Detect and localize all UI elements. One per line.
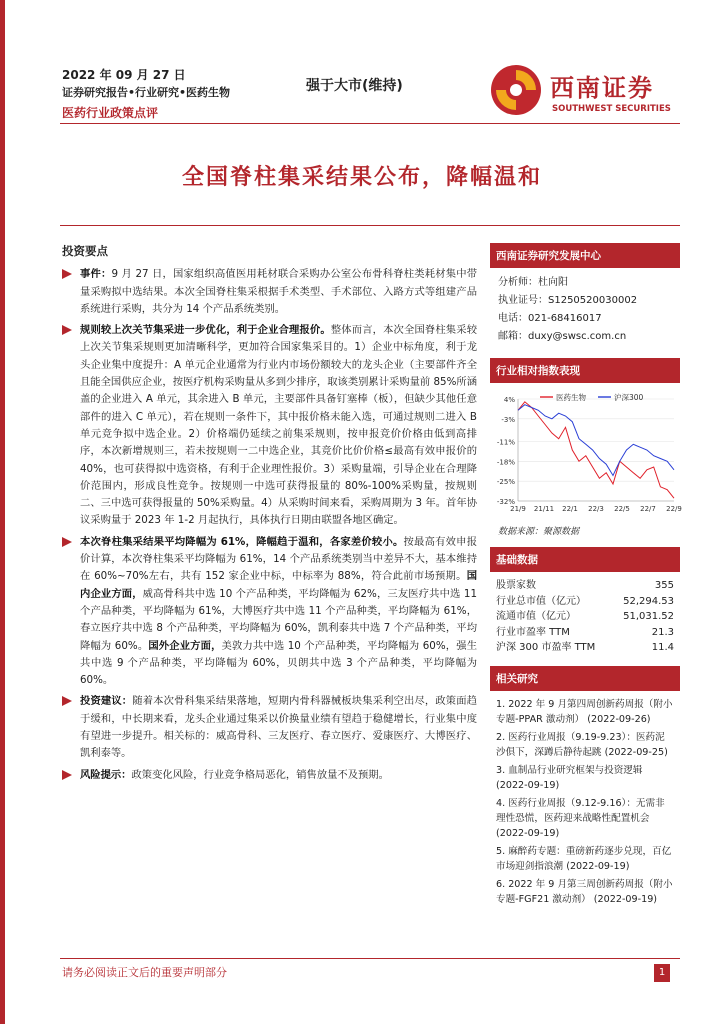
legend-label: 沪深300 xyxy=(614,393,644,402)
basic-data-value: 11.4 xyxy=(651,642,674,653)
footer-divider xyxy=(60,958,680,959)
x-tick-label: 21/9 xyxy=(510,505,526,513)
sidebar xyxy=(490,243,680,910)
report-subtype: 医药行业政策点评 xyxy=(62,106,159,120)
y-tick-label: -11% xyxy=(496,438,515,447)
header-divider xyxy=(60,123,680,124)
x-tick-label: 22/9 xyxy=(666,505,682,513)
rating: 强于大市(维持) xyxy=(306,78,403,94)
investment-highlights xyxy=(62,243,477,788)
bullet-icon xyxy=(62,325,72,335)
basic-data-value: 52,294.53 xyxy=(623,595,674,607)
bullet-icon xyxy=(62,269,72,279)
basic-data-value: 355 xyxy=(654,580,674,591)
paragraph-advice: 投资建议：随着本次骨科集采结果落地，短期内骨科器械板块集采利空出尽，政策面趋于缓和，中长期来看，龙头企业通过集采以价换量业绩有望趋于稳健增长，行业集中度有望进一步提升。相关标的：威高骨科、三友医疗、春立医疗、爱康医疗、大博医疗、凯利泰等。 xyxy=(62,693,477,762)
relative-index-chart xyxy=(490,389,680,519)
basic-data-row xyxy=(496,609,674,625)
y-tick-label: 4% xyxy=(503,396,515,404)
x-tick-label: 22/5 xyxy=(614,505,630,513)
basic-data-key: 行业市盈率 TTM xyxy=(496,626,570,638)
related-research-item[interactable]: 1. 2022 年 9 月第四周创新药周报（附小专题-PPAR 激动剂） (2022-09-26) xyxy=(496,698,673,725)
basic-data-header: 基础数据 xyxy=(490,547,680,572)
analyst: 分析师：杜向阳 xyxy=(498,277,568,288)
license: 执业证号：S1250520030002 xyxy=(498,295,638,306)
index-header: 行业相对指数表现 xyxy=(490,358,680,383)
related-research-list xyxy=(490,697,680,907)
research-center-header: 西南证券研究发展中心 xyxy=(490,243,680,268)
basic-data-row xyxy=(496,625,674,641)
series-line-hs300 xyxy=(518,405,674,476)
paragraph-risk: 风险提示：政策变化风险，行业竞争格局恶化，销售放量不及预期。 xyxy=(62,767,477,784)
email[interactable]: 邮箱：duxy@swsc.com.cn xyxy=(498,331,627,342)
series-line-pharma xyxy=(518,402,674,498)
basic-data-value: 51,031.52 xyxy=(623,611,674,622)
section-title: 投资要点 xyxy=(62,244,108,258)
related-research-item[interactable]: 6. 2022 年 9 月第三周创新药周报（附小专题-FGF21 激动剂） (2022-09-19) xyxy=(496,878,673,905)
related-research-item[interactable]: 2. 医药行业周报（9.19-9.23）：医药泥沙俱下，深蹲后静待起跳 (2022-09-25) xyxy=(496,731,668,758)
y-tick-label: -18% xyxy=(496,458,515,467)
left-accent-bar xyxy=(0,0,5,1024)
page-number: 1 xyxy=(654,964,670,982)
basic-data-key: 行业总市值（亿元） xyxy=(496,595,586,607)
related-research-item[interactable]: 3. 血制品行业研究框架与投资逻辑 (2022-09-19) xyxy=(496,764,643,791)
basic-data-key: 流通市值（亿元） xyxy=(496,611,576,622)
brand-logo-icon xyxy=(490,64,542,116)
x-tick-label: 22/1 xyxy=(562,505,578,513)
basic-data-row xyxy=(496,578,674,594)
phone: 电话：021-68416017 xyxy=(498,313,602,324)
related-research-header: 相关研究 xyxy=(490,666,680,691)
bullet-icon xyxy=(62,696,72,706)
brand-logo xyxy=(490,60,680,122)
title-divider xyxy=(60,225,680,226)
basic-data-key: 股票家数 xyxy=(496,580,536,591)
brand-name-en: SOUTHWEST SECURITIES xyxy=(552,104,671,114)
report-date: 2022 年 09 月 27 日 xyxy=(62,68,186,82)
y-tick-label: -25% xyxy=(496,478,515,487)
paragraph-results: 本次脊柱集采结果平均降幅为 61%，降幅趋于温和，各家差价较小。按最高有效申报价计算，本次脊柱集采平均降幅为 61%，14 个产品系统类别当中差异不大，基本维持在 60%~70%左右，共有 152 家企业中标，中标率为 88%，符合此前市场预期。国内企业方面，威高骨科共中选 10 个产品种类，平均降幅为 62%，三友医疗共中选 11 个产品种类，平均降幅为 61%，大博医疗共中选 11 个产品种类，平均降幅为 61%，春立医疗共中选 8 个产品种类，平均降幅为 60%，凯利泰共中选 7 个产品种类，平均降幅为 60%。国外企业方面，美敦力共中选 10 个产品种类，平均降幅为 60%，强生共中选 9 个产品种类，平均降幅为 60%，贝朗共中选 3 个产品种类，平均降幅为 60%。 xyxy=(62,534,477,690)
x-tick-label: 22/3 xyxy=(588,505,604,513)
basic-data-value: 21.3 xyxy=(651,626,674,638)
paragraph-rules: 规则较上次关节集采进一步优化，利于企业合理报价。整体而言，本次全国脊柱集采较上次关节集采规则更加清晰科学，更加符合国家集采目的。1）企业中标角度，利于龙头企业集中度提升：A 单元企业通常为行业内市场份额较大的龙头企业（主要部件齐全且能全国供应企业，按医疗机构采购量从多到少排序，取该类别累计采购量前 85%所涵盖的企业进入 A 单元，其余进入 B 单元，主要部件具备钉塞棒（板），但缺少其他任意部件的进入 C 单元），若在规则一条件下，其中报价格未能入选，可通过规则二进入 B 单元竞争拟中选企业。2）价格端仍延续之前集采规则，按申报竞价价格由低到高排序，本次新增规则三，若未按规则一二中选企业，其竞价比价价格≤最高有效申报价的 40%，也可获得拟中选资格，有利于企业理性报价。3）采购量端，引导企业在合理降价范围内，形成良性竞争。按规则一中选可获得报量的 80%-100%采购量，按规则二、三中选可获得报量的 50%采购量。4）从采购时间来看，采购周期为 3 年。首年协议采购量于 2023 年 1-2 月起执行，具体执行日期由联盟各地区确定。 xyxy=(62,322,477,530)
x-tick-label: 21/11 xyxy=(533,505,555,513)
paragraph-event: 事件：9 月 27 日，国家组织高值医用耗材联合采购办公室公布骨科脊柱类耗材集中带量采购拟中选结果。本次全国脊柱集采根据手术类型、手术部位、入路方式等组建产品系统进行采购，共分为 14 个产品系统类别。 xyxy=(62,266,477,318)
basic-data-row xyxy=(496,640,674,656)
related-research-item[interactable]: 4. 医药行业周报（9.12-9.16）：无需非理性恐慌，医药迎来战略性配置机会 (2022-09-19) xyxy=(496,797,665,839)
y-tick-label: -3% xyxy=(501,415,515,424)
basic-data-row xyxy=(496,594,674,610)
page-title: 全国脊柱集采结果公布，降幅温和 xyxy=(181,165,542,190)
index-source: 数据来源：聚源数据 xyxy=(498,527,580,537)
bullet-icon xyxy=(62,537,72,547)
x-tick-label: 22/7 xyxy=(640,505,656,513)
report-type: 证券研究报告•行业研究•医药生物 xyxy=(62,86,231,99)
bullet-icon xyxy=(62,770,72,780)
legend-label: 医药生物 xyxy=(556,393,586,402)
basic-data-list xyxy=(490,578,680,656)
y-tick-label: -32% xyxy=(496,498,515,506)
footer-disclaimer: 请务必阅读正文后的重要声明部分 xyxy=(62,966,227,979)
basic-data-key: 沪深 300 市盈率 TTM xyxy=(496,642,596,653)
related-research-item[interactable]: 5. 麻醉药专题：重磅新药逐步兑现，百亿市场迎剑指浪潮 (2022-09-19) xyxy=(496,845,672,872)
brand-name-cn: 西南证券 xyxy=(550,73,654,102)
